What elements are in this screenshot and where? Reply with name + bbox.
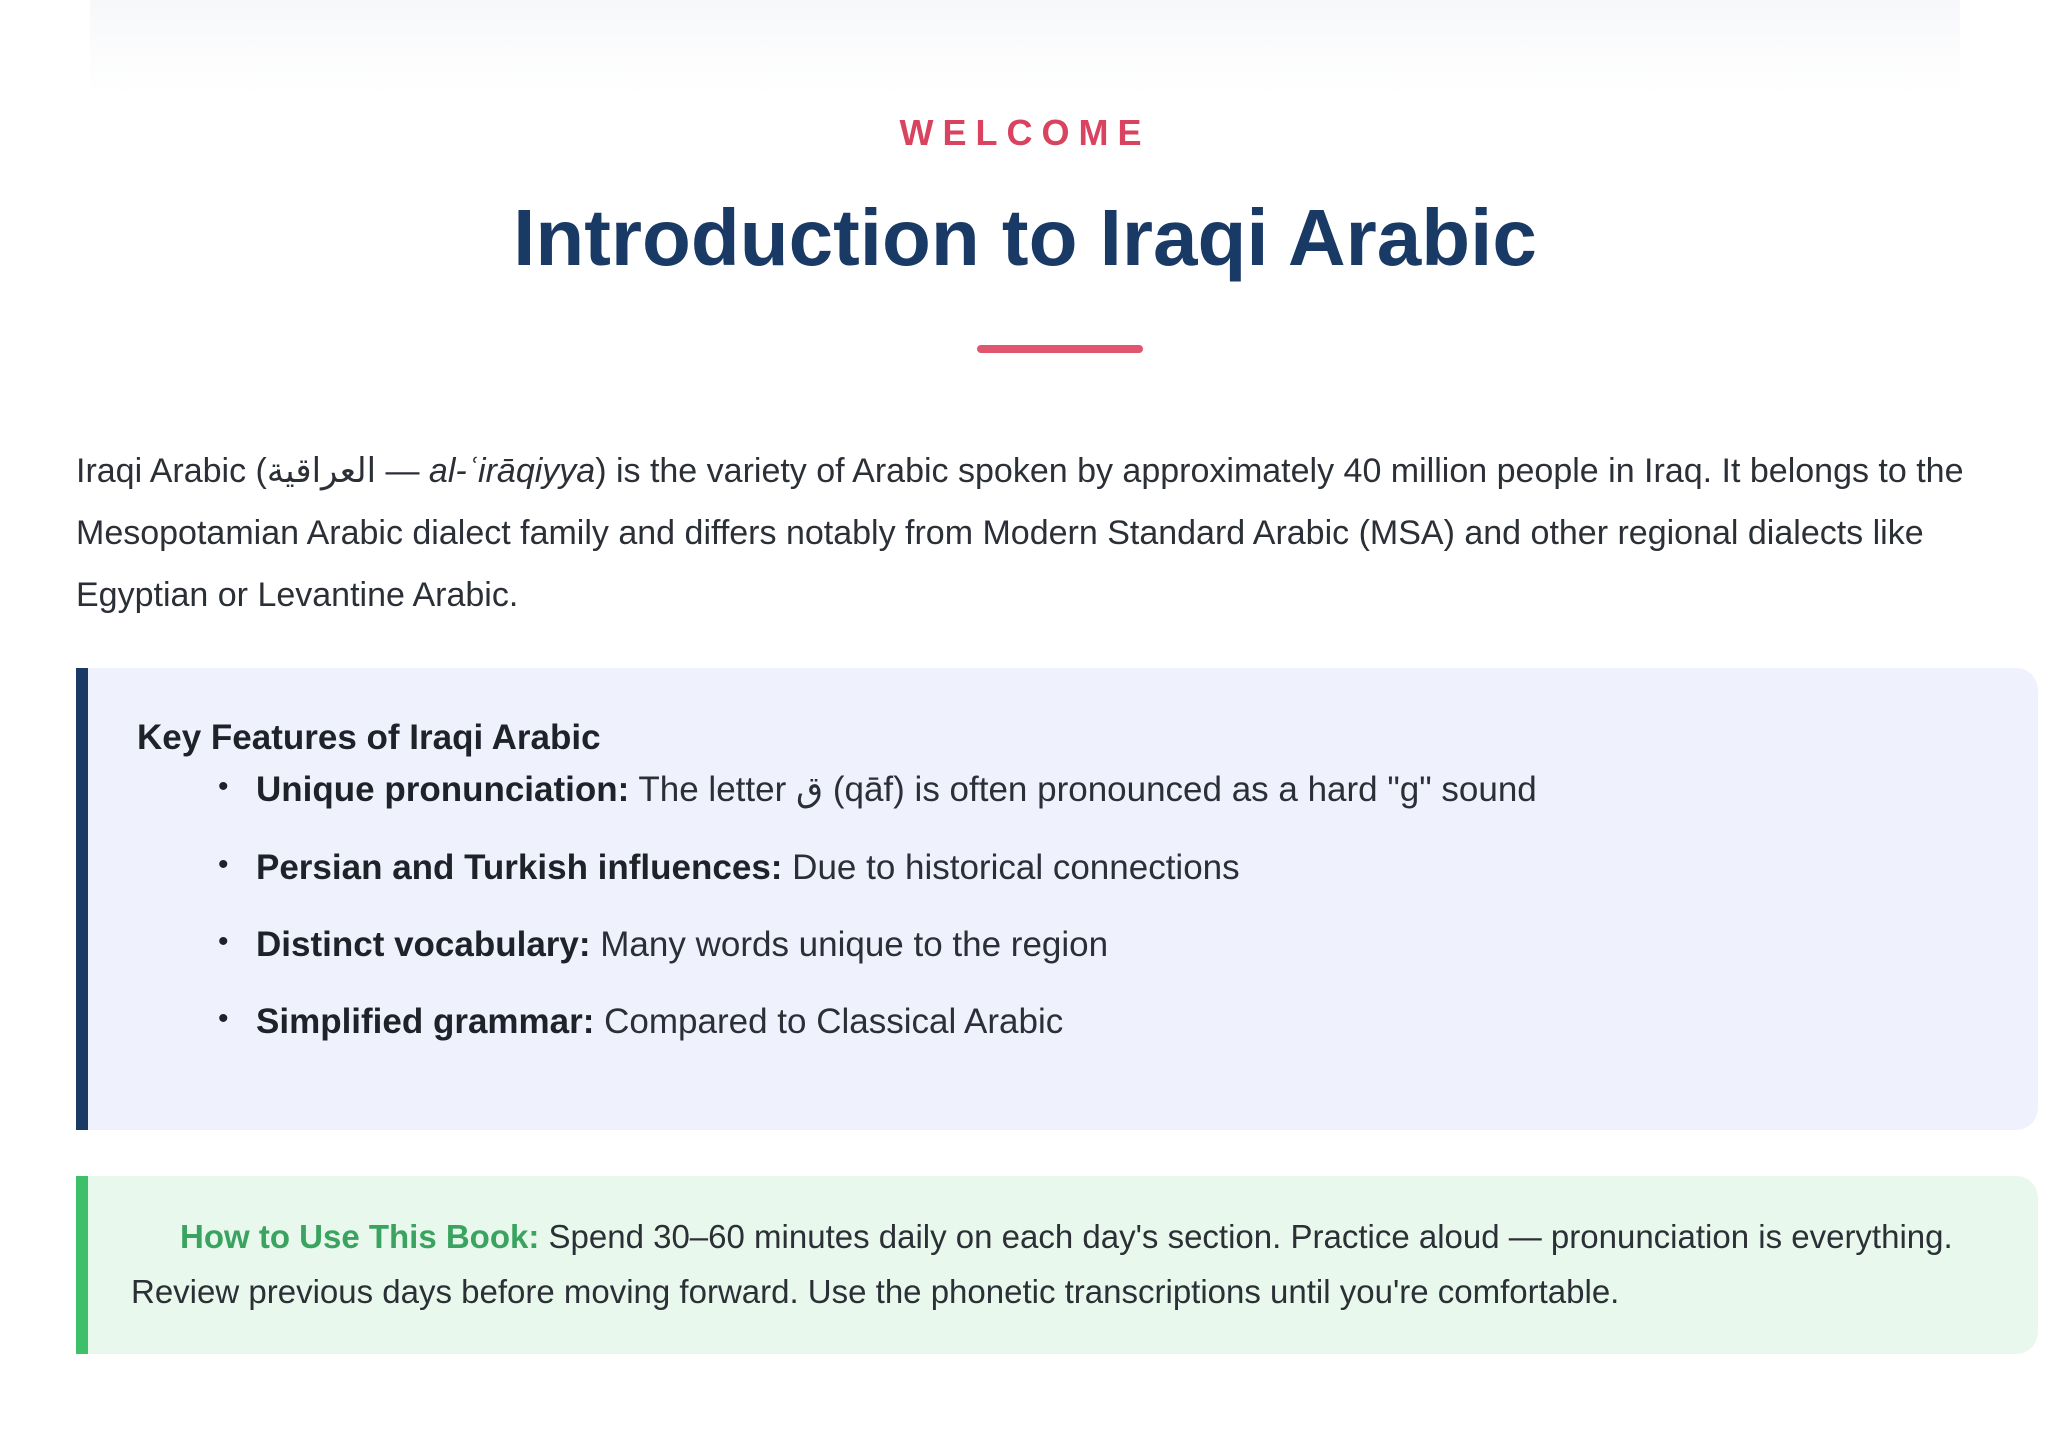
feature-term: Distinct vocabulary: [256, 925, 591, 964]
intro-lead: Iraqi Arabic ( [76, 452, 267, 490]
intro-paragraph [76, 440, 1976, 626]
intro-dash: — [376, 452, 429, 490]
section-eyebrow: WELCOME [899, 112, 1151, 153]
how-to-use-text [131, 1209, 2011, 1319]
feature-desc: Due to historical connections [782, 848, 1240, 887]
intro-transliteration: al-ʿirāqiyya [428, 452, 596, 490]
feature-desc: The letter ق (qāf) is often pronounced as a hard "g" sound [629, 770, 1537, 809]
feature-desc: Compared to Classical Arabic [594, 1002, 1064, 1041]
feature-term: Simplified grammar: [256, 1002, 595, 1041]
top-shade [90, 0, 1960, 95]
intro-arabic-term: العراقية [266, 451, 377, 491]
key-features-heading: Key Features of Iraqi Arabic [137, 718, 601, 757]
how-to-use-body: Spend 30–60 minutes daily on each day's section. Practice aloud — pronunciation is everything. Review previous days before moving forward. Use the phonetic transcriptions until you're comfortable. [131, 1218, 1953, 1310]
bullet-icon: • [218, 770, 229, 803]
title-divider [977, 345, 1143, 353]
intro-body: ) is the variety of Arabic spoken by approximately 40 million people in Iraq. It belongs to the Mesopotamian Arabic dialect family and differs notably from Modern Standard Arabic (MSA) and other regional dialects like Egyptian or Levantine Arabic. [76, 452, 1964, 614]
how-to-use-label: How to Use This Book: [180, 1218, 540, 1255]
how-to-use-box [76, 1176, 2038, 1354]
feature-term: Persian and Turkish influences: [256, 848, 783, 887]
bullet-icon: • [218, 925, 229, 958]
bullet-icon: • [218, 848, 229, 881]
feature-desc: Many words unique to the region [590, 925, 1109, 964]
feature-term: Unique pronunciation: [256, 770, 630, 809]
page-title: Introduction to Iraqi Arabic [513, 193, 1537, 282]
bullet-icon: • [218, 1002, 229, 1035]
key-features-box [76, 668, 2038, 1130]
